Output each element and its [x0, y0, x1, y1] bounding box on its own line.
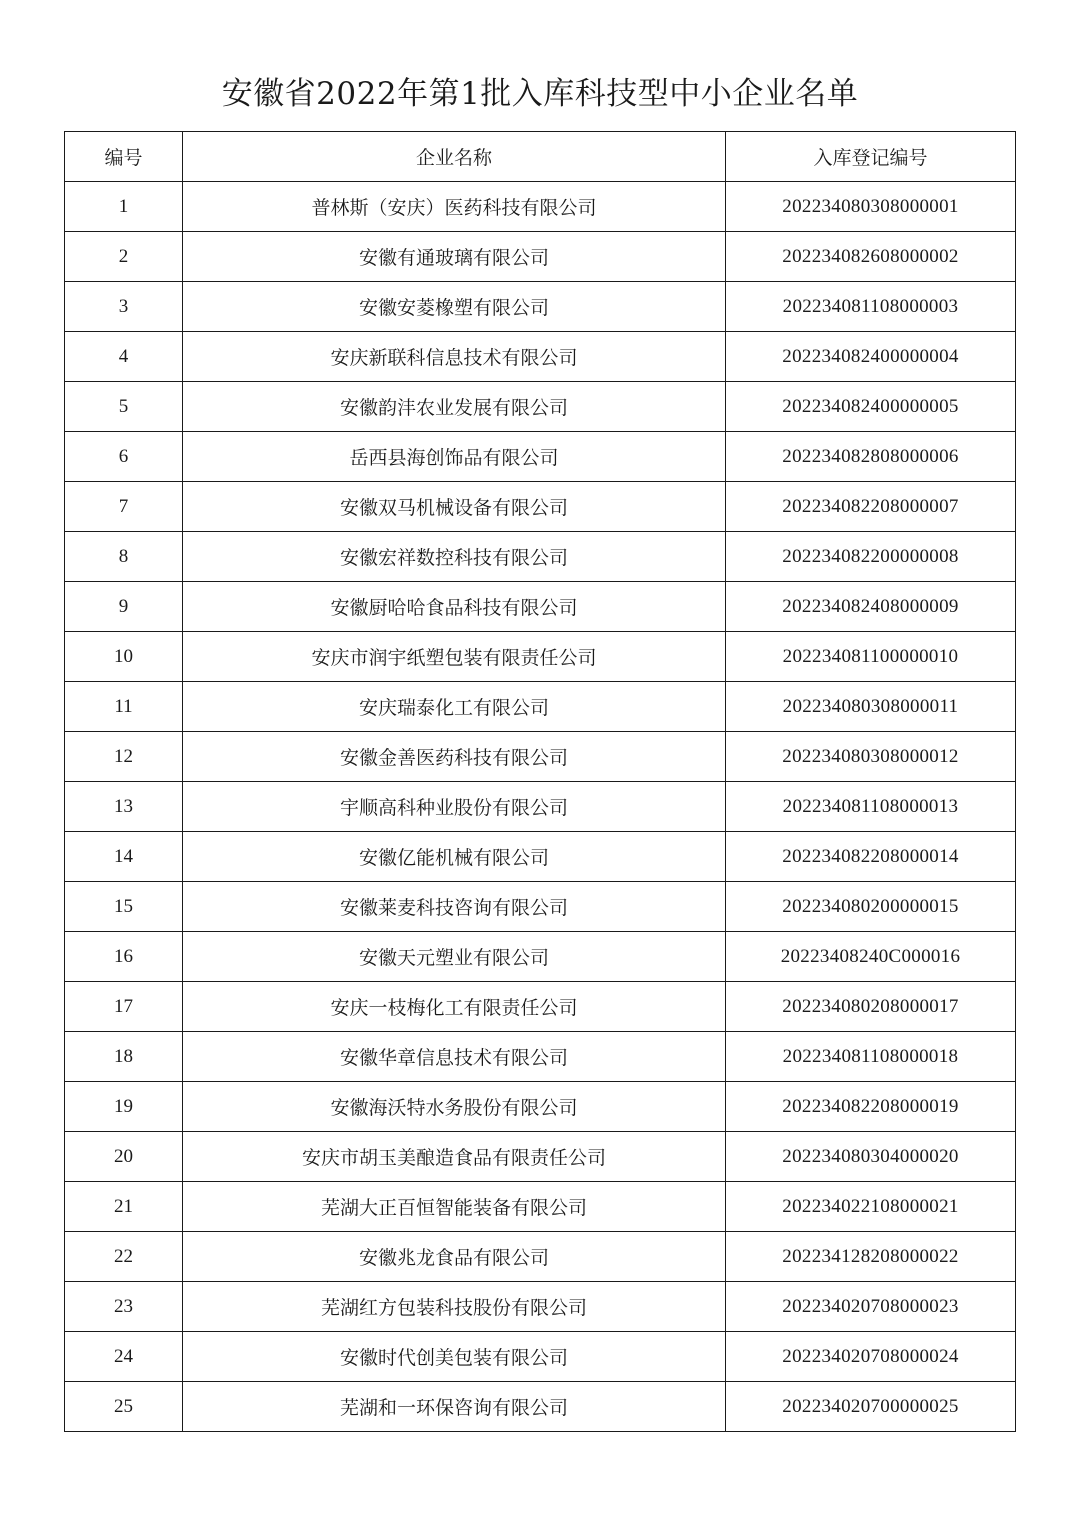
- row-number-cell: 2: [65, 232, 183, 282]
- company-name-cell: 芜湖大正百恒智能装备有限公司: [183, 1182, 726, 1232]
- company-name-cell: 芜湖和一环保咨询有限公司: [183, 1382, 726, 1432]
- table-row: [65, 1282, 1016, 1332]
- row-number-cell: 6: [65, 432, 183, 482]
- row-number-cell: 11: [65, 682, 183, 732]
- company-name-cell: 安徽厨哈哈食品科技有限公司: [183, 582, 726, 632]
- row-number-cell: 14: [65, 832, 183, 882]
- registration-number-cell: 202234080308000012: [726, 732, 1016, 782]
- row-number-cell: 21: [65, 1182, 183, 1232]
- table-row: [65, 432, 1016, 482]
- table-row: [65, 532, 1016, 582]
- company-name-cell: 安徽天元塑业有限公司: [183, 932, 726, 982]
- row-number-cell: 16: [65, 932, 183, 982]
- company-name-cell: 安徽安菱橡塑有限公司: [183, 282, 726, 332]
- table-row: [65, 332, 1016, 382]
- company-name-cell: 安徽时代创美包装有限公司: [183, 1332, 726, 1382]
- table-row: [65, 932, 1016, 982]
- registration-number-cell: 202234080208000017: [726, 982, 1016, 1032]
- row-number-cell: 23: [65, 1282, 183, 1332]
- registration-number-cell: 202234080304000020: [726, 1132, 1016, 1182]
- company-name-cell: 安徽海沃特水务股份有限公司: [183, 1082, 726, 1132]
- company-name-cell: 安徽兆龙食品有限公司: [183, 1232, 726, 1282]
- row-number-cell: 18: [65, 1032, 183, 1082]
- row-number-cell: 17: [65, 982, 183, 1032]
- enterprise-roster-table: [64, 131, 1016, 1432]
- row-number-cell: 13: [65, 782, 183, 832]
- row-number-cell: 1: [65, 182, 183, 232]
- registration-number-cell: 20223408240C000016: [726, 932, 1016, 982]
- table-header: [65, 132, 1016, 182]
- company-name-cell: 安徽韵沣农业发展有限公司: [183, 382, 726, 432]
- registration-number-cell: 202234082400000004: [726, 332, 1016, 382]
- table-body: [65, 182, 1016, 1432]
- row-number-cell: 7: [65, 482, 183, 532]
- company-name-cell: 安徽莱麦科技咨询有限公司: [183, 882, 726, 932]
- table-row: [65, 1232, 1016, 1282]
- row-number-cell: 19: [65, 1082, 183, 1132]
- table-row: [65, 832, 1016, 882]
- page-title: 安徽省2022年第1批入库科技型中小企业名单: [221, 76, 859, 112]
- company-name-cell: 普林斯（安庆）医药科技有限公司: [183, 182, 726, 232]
- table-row: [65, 1032, 1016, 1082]
- row-number-cell: 12: [65, 732, 183, 782]
- company-name-cell: 安徽华章信息技术有限公司: [183, 1032, 726, 1082]
- row-number-cell: 24: [65, 1332, 183, 1382]
- table-row: [65, 282, 1016, 332]
- table-row: [65, 182, 1016, 232]
- registration-number-cell: 202234080308000011: [726, 682, 1016, 732]
- registration-number-cell: 202234020700000025: [726, 1382, 1016, 1432]
- row-number-cell: 10: [65, 632, 183, 682]
- table-row: [65, 1082, 1016, 1132]
- row-number-cell: 4: [65, 332, 183, 382]
- row-number-cell: 25: [65, 1382, 183, 1432]
- registration-number-cell: 202234081108000013: [726, 782, 1016, 832]
- registration-number-cell: 202234082200000008: [726, 532, 1016, 582]
- header-registration-number: 入库登记编号: [726, 132, 1016, 182]
- registration-number-cell: 202234022108000021: [726, 1182, 1016, 1232]
- table-row: [65, 782, 1016, 832]
- row-number-cell: 5: [65, 382, 183, 432]
- table-row: [65, 1332, 1016, 1382]
- registration-number-cell: 202234082408000009: [726, 582, 1016, 632]
- company-name-cell: 安徽亿能机械有限公司: [183, 832, 726, 882]
- table-row: [65, 732, 1016, 782]
- table-row: [65, 1382, 1016, 1432]
- company-name-cell: 安庆新联科信息技术有限公司: [183, 332, 726, 382]
- table-row: [65, 1182, 1016, 1232]
- company-name-cell: 芜湖红方包装科技股份有限公司: [183, 1282, 726, 1332]
- row-number-cell: 22: [65, 1232, 183, 1282]
- registration-number-cell: 202234082208000007: [726, 482, 1016, 532]
- table-row: [65, 482, 1016, 532]
- registration-number-cell: 202234080200000015: [726, 882, 1016, 932]
- table-row: [65, 232, 1016, 282]
- company-name-cell: 岳西县海创饰品有限公司: [183, 432, 726, 482]
- registration-number-cell: 202234020708000024: [726, 1332, 1016, 1382]
- registration-number-cell: 202234128208000022: [726, 1232, 1016, 1282]
- registration-number-cell: 202234020708000023: [726, 1282, 1016, 1332]
- header-number: 编号: [65, 132, 183, 182]
- registration-number-cell: 202234081108000003: [726, 282, 1016, 332]
- table-row: [65, 382, 1016, 432]
- row-number-cell: 15: [65, 882, 183, 932]
- company-name-cell: 安徽双马机械设备有限公司: [183, 482, 726, 532]
- table-row: [65, 982, 1016, 1032]
- registration-number-cell: 202234082208000019: [726, 1082, 1016, 1132]
- registration-number-cell: 202234081100000010: [726, 632, 1016, 682]
- header-company-name: 企业名称: [183, 132, 726, 182]
- table-row: [65, 632, 1016, 682]
- company-name-cell: 安徽宏祥数控科技有限公司: [183, 532, 726, 582]
- registration-number-cell: 202234082208000014: [726, 832, 1016, 882]
- company-name-cell: 宇顺高科种业股份有限公司: [183, 782, 726, 832]
- company-name-cell: 安庆市胡玉美酿造食品有限责任公司: [183, 1132, 726, 1182]
- company-name-cell: 安庆瑞泰化工有限公司: [183, 682, 726, 732]
- row-number-cell: 9: [65, 582, 183, 632]
- registration-number-cell: 202234081108000018: [726, 1032, 1016, 1082]
- table-row: [65, 582, 1016, 632]
- registration-number-cell: 202234082808000006: [726, 432, 1016, 482]
- registration-number-cell: 202234080308000001: [726, 182, 1016, 232]
- table-row: [65, 1132, 1016, 1182]
- row-number-cell: 3: [65, 282, 183, 332]
- registration-number-cell: 202234082608000002: [726, 232, 1016, 282]
- table-row: [65, 682, 1016, 732]
- header-row: [65, 132, 1016, 182]
- company-name-cell: 安庆市润宇纸塑包装有限责任公司: [183, 632, 726, 682]
- row-number-cell: 20: [65, 1132, 183, 1182]
- company-name-cell: 安庆一枝梅化工有限责任公司: [183, 982, 726, 1032]
- company-name-cell: 安徽有通玻璃有限公司: [183, 232, 726, 282]
- row-number-cell: 8: [65, 532, 183, 582]
- table-row: [65, 882, 1016, 932]
- company-name-cell: 安徽金善医药科技有限公司: [183, 732, 726, 782]
- registration-number-cell: 202234082400000005: [726, 382, 1016, 432]
